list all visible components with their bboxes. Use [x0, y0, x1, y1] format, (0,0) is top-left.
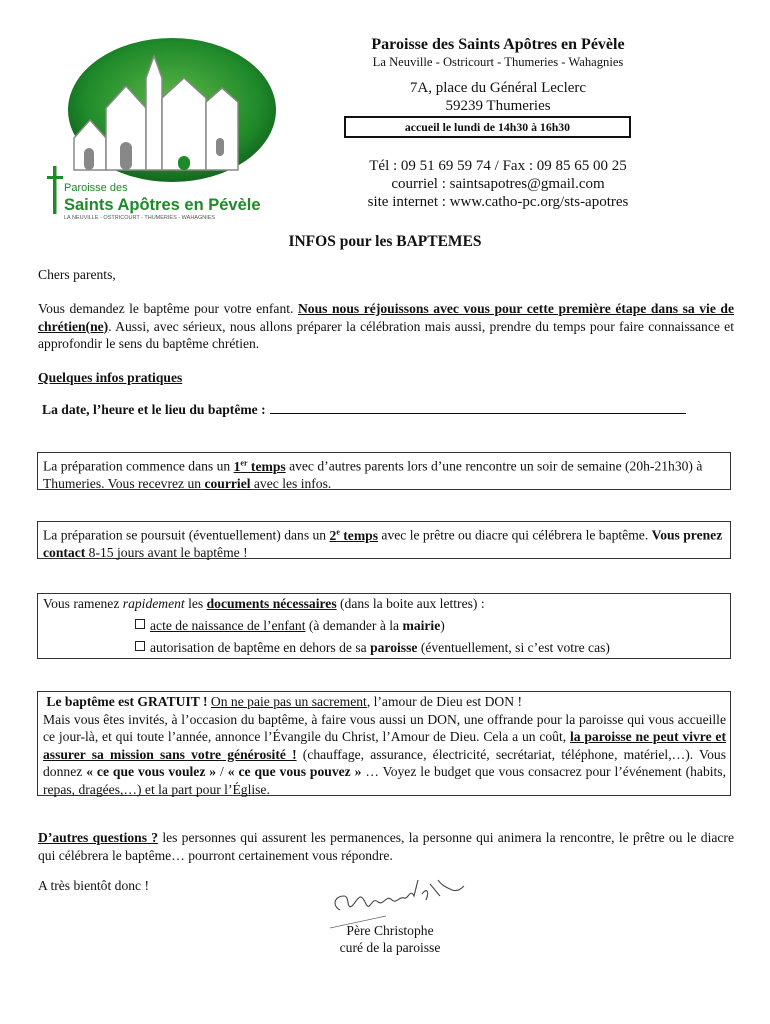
intro-emphasis: Nous nous réjouissons avec vous pour cette première étape dans sa vie de chrétien(ne)	[38, 301, 734, 334]
parish-logo	[44, 38, 276, 226]
checkbox-item-authorization: autorisation de baptême en dehors de sa paroisse (éventuellement, si c’est votre cas)	[43, 639, 726, 657]
box1-part3: avec les infos.	[250, 476, 332, 492]
questions-text: les personnes qui assurent les permanences, la personne qui animera la rencontre, le prêtre ou le diacre qui célébrera le baptême… pourront certainement vous répondre.	[38, 830, 734, 863]
checkbox-icon[interactable]	[135, 641, 145, 651]
checkbox-icon[interactable]	[135, 619, 145, 629]
infos-heading: Quelques infos pratiques	[38, 370, 183, 385]
logo-text-line2: Saints Apôtres en Pévèle	[64, 196, 261, 214]
questions-paragraph	[38, 829, 734, 864]
signature-role: curé de la paroisse	[339, 940, 441, 955]
parish-name: Paroisse des Saints Apôtres en Pévèle	[371, 36, 625, 53]
intro-paragraph	[38, 300, 734, 353]
closing-text: A très bientôt donc !	[38, 878, 149, 893]
questions-heading: D’autres questions ?	[38, 830, 159, 845]
checkbox-item-birth-certificate: acte de naissance de l’enfant (à demander à la mairie)	[43, 617, 726, 635]
logo-villages: LA NEUVILLE - OSTRICOURT - THUMERIES - WAHAGNIES	[64, 215, 216, 221]
documents-intro: Vous ramenez rapidement les documents nécessaires (dans la boite aux lettres) :	[43, 596, 485, 611]
box2-part1: La préparation se poursuit (éventuellement) dans un	[43, 527, 330, 543]
date-blank-field[interactable]	[270, 402, 686, 414]
box1-courriel: courriel	[204, 476, 251, 492]
donation-first-line: Le baptême est GRATUIT ! On ne paie pas un sacrement, l’amour de Dieu est DON !	[46, 694, 522, 709]
donation-body: Mais vous êtes invités, à l’occasion du baptême, à faire vous aussi un DON, une offrande pour la paroisse qui vous accueille ce jour-là, et qui toute l’année, annonce l’Évangile du Christ, l’Amour de Dieu. Cela a un coût, la paroisse ne peut vivre et assurer sa mission sans votre générosité ! (chauffage, assurance, électricité, secrétariat, téléphone, matériel,…). Vous donnez « ce que vous voulez » / « ce que vous pouvez » … Voyez le budget que vous consacrez pour l’événement (habits, repas, dragées,…) et la part pour l’Église.	[43, 711, 727, 797]
address-line1: 7A, place du Général Leclerc	[409, 80, 587, 96]
parish-villages: La Neuville - Ostricourt - Thumeries - Wahagnies	[372, 55, 624, 69]
donation-box	[37, 691, 731, 796]
box1-part2: avec d’autres parents lors d’une rencontre un soir de semaine (20h-21h30) à Thumeries. Vous recevrez un	[43, 458, 703, 492]
box2-part2: avec le prêtre ou diacre qui célébrera le baptême.	[378, 527, 652, 543]
documents-box	[37, 593, 731, 659]
box2-second-temps: 2e temps	[329, 527, 379, 543]
box1-first-temps: 1er temps	[233, 458, 286, 474]
document-title: INFOS pour les BAPTEMES	[288, 233, 482, 250]
date-label: La date, l’heure et le lieu du baptême :	[42, 402, 266, 417]
preparation-first-step-box	[37, 452, 731, 490]
signature-name: Père Christophe	[346, 923, 434, 938]
website: site internet : www.catho-pc.org/sts-apotres	[367, 194, 629, 210]
office-hours: accueil le lundi de 14h30 à 16h30	[344, 116, 631, 138]
phone-fax: Tél : 09 51 69 59 74 / Fax : 09 85 65 00 25	[369, 158, 627, 174]
intro-part1: Vous demandez le baptême pour votre enfant.	[38, 301, 298, 316]
greeting: Chers parents,	[38, 267, 116, 282]
box2-part3: 8-15 jours avant le baptême !	[85, 545, 248, 561]
intro-part2: . Aussi, avec sérieux, nous allons préparer la célébration mais aussi, prendre du temps pour faire connaissance et approfondir le sens du baptême chrétien.	[38, 318, 734, 351]
logo-text-line1: Paroisse des	[64, 182, 128, 194]
box2-contact: Vous prenez contact	[43, 527, 723, 561]
email: courriel : saintsapotres@gmail.com	[391, 176, 605, 192]
signature-block	[330, 922, 450, 956]
box1-part1: La préparation commence dans un	[43, 458, 234, 474]
address-line2: 59239 Thumeries	[445, 98, 551, 114]
preparation-second-step-box	[37, 521, 731, 559]
date-line	[42, 402, 686, 418]
